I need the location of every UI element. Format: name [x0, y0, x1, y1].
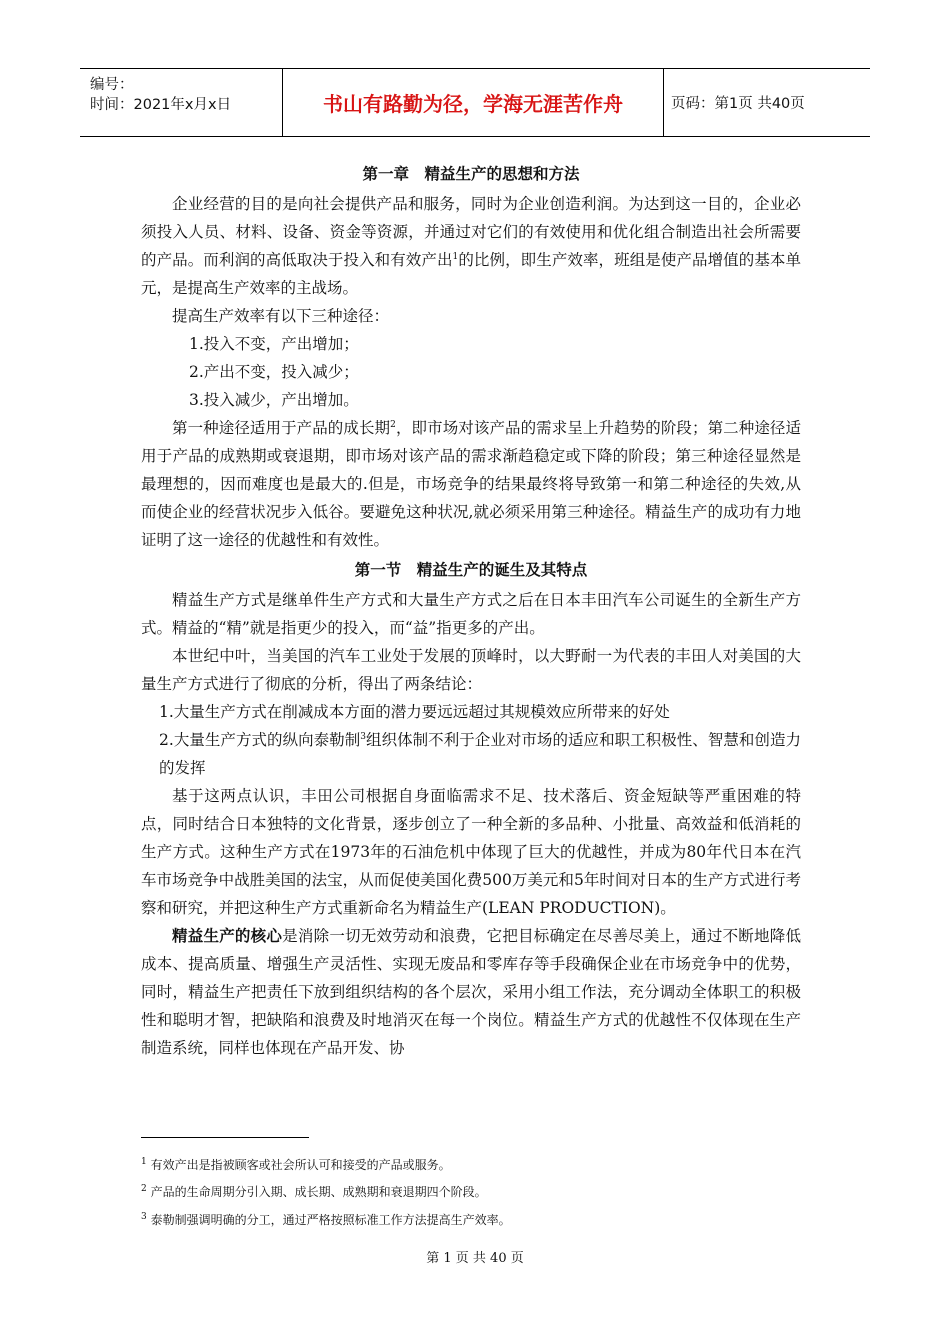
paragraph: 精益生产方式是继单件生产方式和大量生产方式之后在日本丰田汽车公司诞生的全新生产方式。精益的“精”就是指更少的投入，而“益”指更多的产出。 — [141, 591, 801, 637]
list-item: 2.大量生产方式的纵向泰勒制$^3$组织体制不利于企业对市场的适应和职工积极性、智慧和创造力的发挥 — [159, 731, 801, 777]
footnote-ref[interactable]: 2 — [390, 419, 396, 430]
footnote-ref[interactable]: 1 — [452, 251, 459, 262]
footnote-3: $^3$ 泰勒制强调明确的分工，通过严格按照标准工作方法提高生产效率。 — [141, 1212, 511, 1227]
chapter-title: 第一章 精益生产的思想和方法 — [362, 164, 580, 183]
footnote-ref[interactable]: 3 — [360, 731, 366, 742]
header-motto: 书山有路勤为径，学海无涯苦作舟 — [283, 69, 664, 136]
paragraph: 本世纪中叶，当美国的汽车工业处于发展的顶峰时，以大野耐一为代表的丰田人对美国的大量生产方式进行了彻底的分析，得出了两条结论： — [141, 647, 801, 693]
bold-phrase: 精益生产的核心 — [172, 926, 283, 945]
footnote-2: $^2$ 产品的生命周期分引入期、成长期、成熟期和衰退期四个阶段。 — [141, 1184, 487, 1199]
document-number-label: 编号： — [90, 77, 134, 93]
document-body — [141, 158, 801, 1062]
footer-page-number: 第 1 页 共 40 页 — [426, 1251, 524, 1266]
list-item: 3.投入减少，产出增加。 — [189, 391, 359, 409]
header-meta-cell — [80, 69, 283, 136]
paragraph: 提高生产效率有以下三种途径： — [172, 307, 390, 325]
paragraph: 精益生产的核心是消除一切无效劳动和浪费，它把目标确定在尽善尽美上，通过不断地降低成本、提高质量、增强生产灵活性、实现无废品和零库存等手段确保企业在市场竞争中的优势，同时，精益生产把责任下放到组织结构的各个层次，采用小组工作法，充分调动全体职工的积极性和聪明才智，把缺陷和浪费及时地消灭在每一个岗位。精益生产方式的优越性不仅体现在生产制造系统，同样也体现在产品开发、协 — [141, 926, 801, 1057]
header-page-number: 页码：第1页 共40页 — [671, 96, 805, 112]
document-date: 时间：2021年x月x日 — [90, 97, 232, 113]
list-item: 1.大量生产方式在削减成本方面的潜力要远远超过其规模效应所带来的好处 — [159, 703, 670, 721]
paragraph: 企业经营的目的是向社会提供产品和服务，同时为企业创造利润。为达到这一目的，企业必须投入人员、材料、设备、资金等资源，并通过对它们的有效使用和优化组合制造出社会所需要的产品。而利润的高低取决于投入和有效产出$^1$的比例，即生产效率，班组是使产品增值的基本单元，是提高生产效率的主战场。 — [141, 195, 801, 297]
paragraph: 基于这两点认识，丰田公司根据自身面临需求不足、技术落后、资金短缺等严重困难的特点，同时结合日本独特的文化背景，逐步创立了一种全新的多品种、小批量、高效益和低消耗的生产方式。这种生产方式在1973年的石油危机中体现了巨大的优越性，并成为80年代日本在汽车市场竞争中战胜美国的法宝，从而促使美国化费500万美元和5年时间对日本的生产方式进行考察和研究，并把这种生产方式重新命名为精益生产(LEAN PRODUCTION)。 — [141, 787, 801, 917]
list-item: 2.产出不变，投入减少； — [189, 363, 359, 381]
paragraph: 第一种途径适用于产品的成长期$^2$，即市场对该产品的需求呈上升趋势的阶段；第二种途径适用于产品的成熟期或衰退期，即市场对该产品的需求渐趋稳定或下降的阶段；第三种途径显然是最理想的，因而难度也是最大的.但是，市场竞争的结果最终将导致第一和第二种途径的失效,从而使企业的经营状况步入低谷。要避免这种状况,就必须采用第三种途径。精益生产的成功有力地证明了这一途径的优越性和有效性。 — [141, 419, 801, 549]
footnote-1: $^1$ 有效产出是指被顾客或社会所认可和接受的产品或服务。 — [141, 1157, 451, 1172]
list-item: 1.投入不变，产出增加； — [189, 335, 359, 353]
footnote-separator — [141, 1137, 309, 1138]
section-title: 第一节 精益生产的诞生及其特点 — [354, 560, 588, 579]
header-table — [80, 68, 870, 137]
